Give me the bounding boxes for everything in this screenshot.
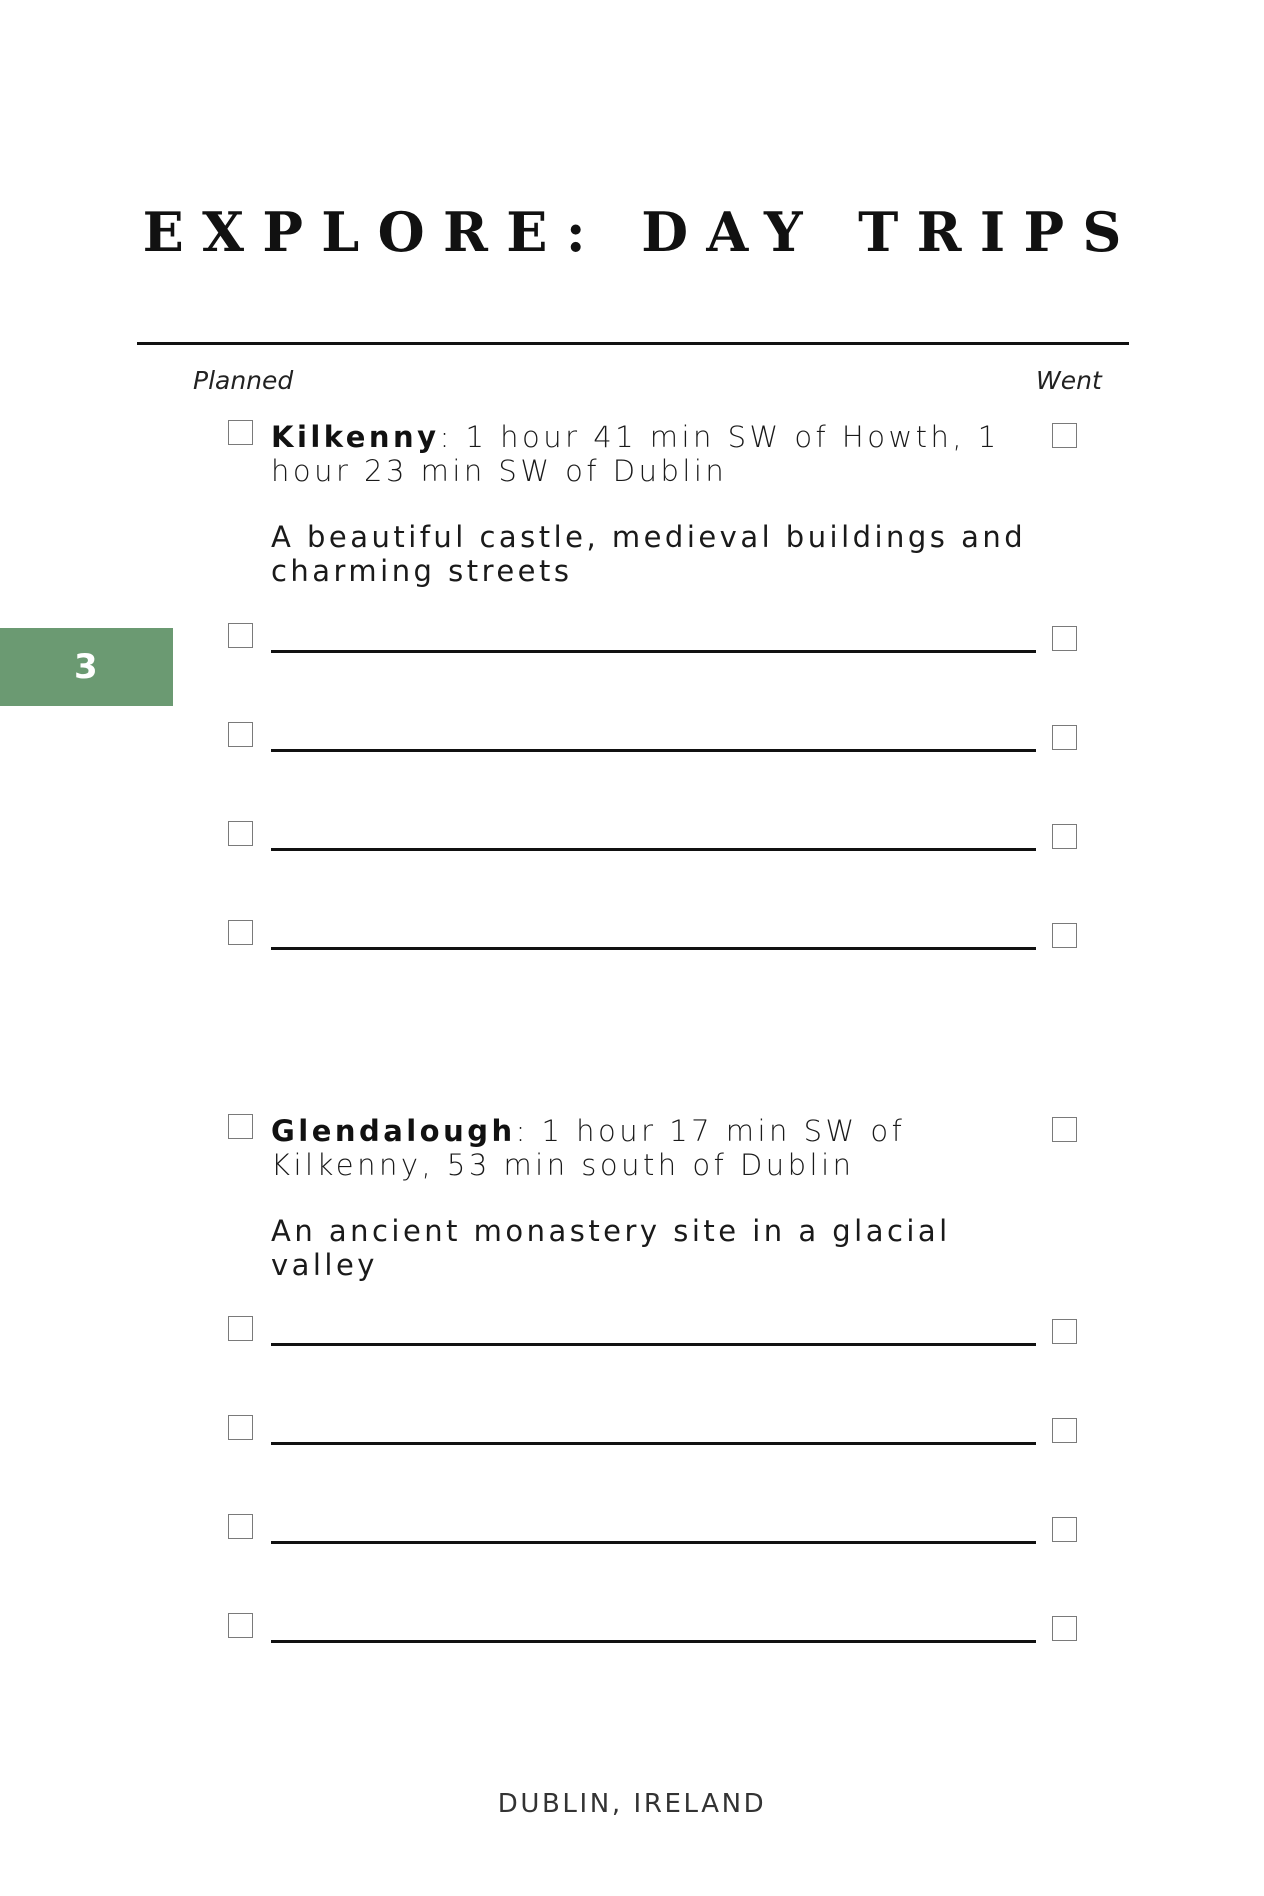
glendalough-planned-checkbox[interactable] [228, 1114, 253, 1139]
trip-description: An ancient monastery site in a glacial valley [271, 1214, 951, 1282]
trip-description: A beautiful castle, medieval buildings and charming streets [271, 520, 1027, 588]
page-footer: DUBLIN, IRELAND [497, 1789, 767, 1819]
trip-name: Glendalough [271, 1114, 516, 1148]
glendalough-went-checkbox[interactable] [1052, 1117, 1077, 1142]
trip-details: : 1 hour 41 min SW of Howth, 1 hour 23 min SW of Dublin [271, 420, 1000, 488]
blank-row-went-checkbox[interactable] [1052, 1517, 1077, 1542]
blank-row-planned-checkbox[interactable] [228, 1415, 253, 1440]
blank-entry-line[interactable] [271, 947, 1036, 950]
blank-row-went-checkbox[interactable] [1052, 626, 1077, 651]
blank-row-planned-checkbox[interactable] [228, 1613, 253, 1638]
blank-entry-line[interactable] [271, 650, 1036, 653]
trip-entry-glendalough [271, 1114, 1041, 1182]
blank-row-planned-checkbox[interactable] [228, 623, 253, 648]
blank-entry-line[interactable] [271, 1541, 1036, 1544]
blank-row-went-checkbox[interactable] [1052, 1319, 1077, 1344]
blank-row-planned-checkbox[interactable] [228, 920, 253, 945]
trip-name: Kilkenny [271, 420, 440, 454]
trip-entry-kilkenny [271, 420, 1041, 488]
blank-entry-line[interactable] [271, 1343, 1036, 1346]
blank-row-planned-checkbox[interactable] [228, 1514, 253, 1539]
went-column-label: Went [1036, 366, 1102, 395]
blank-row-went-checkbox[interactable] [1052, 824, 1077, 849]
blank-entry-line[interactable] [271, 749, 1036, 752]
blank-entry-line[interactable] [271, 1442, 1036, 1445]
blank-row-went-checkbox[interactable] [1052, 1616, 1077, 1641]
blank-row-planned-checkbox[interactable] [228, 1316, 253, 1341]
blank-row-went-checkbox[interactable] [1052, 1418, 1077, 1443]
blank-entry-line[interactable] [271, 848, 1036, 851]
blank-row-went-checkbox[interactable] [1052, 725, 1077, 750]
blank-entry-line[interactable] [271, 1640, 1036, 1643]
kilkenny-planned-checkbox[interactable] [228, 420, 253, 445]
blank-row-went-checkbox[interactable] [1052, 923, 1077, 948]
page-number-tab: 3 [0, 628, 173, 706]
blank-row-planned-checkbox[interactable] [228, 821, 253, 846]
planned-column-label: Planned [193, 366, 294, 395]
blank-row-planned-checkbox[interactable] [228, 722, 253, 747]
page-title: EXPLORE: DAY TRIPS [142, 200, 1140, 264]
kilkenny-went-checkbox[interactable] [1052, 423, 1077, 448]
trip-details: : 1 hour 17 min SW of Kilkenny, 53 min south of Dublin [271, 1114, 906, 1182]
title-divider [137, 342, 1129, 345]
